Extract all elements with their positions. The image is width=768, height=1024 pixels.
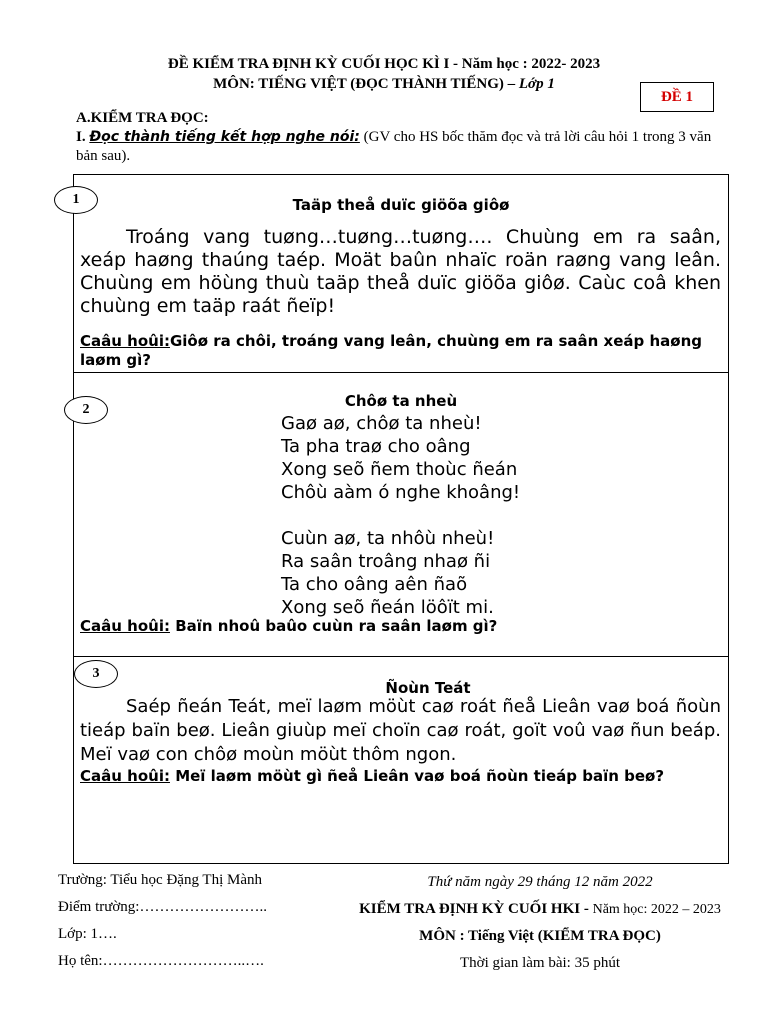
section-title: A.KIỂM TRA ĐỌC: (76, 110, 209, 126)
question-label: Caâu hoûi: (80, 767, 170, 785)
poem-line: Gaø aø, chôø ta nheù! (281, 413, 482, 434)
task-note: (GV cho HS bốc thăm đọc và trả lời câu hỏi 1 trong 3 văn bản sau). (76, 129, 712, 164)
item-number: I. (76, 129, 90, 145)
divider-1 (73, 372, 729, 373)
task-label: Đọc thành tiếng kết hợp nghe nói: (89, 129, 360, 145)
passage-1-text: Troáng vang tuøng…tuøng…tuøng…. Chuùng em ra saân, xeáp haøng thaúng taép. Moät baûn nhaïc roän raøng vang leân. Chuùng em höùng thuù taäp theå duïc giöõa giôø. Caùc coâ khen chuùng em taäp raát ñeïp! (80, 226, 721, 317)
passage-1-question (80, 332, 721, 370)
passage-2-poem (281, 412, 520, 619)
passage-1-title: Taäp theå duïc giöõa giôø (292, 196, 510, 214)
question-text: Giôø ra chôi, troáng vang leân, chuùng em ra saân xeáp haøng laøm gì? (80, 332, 702, 369)
passage-2-title: Chôø ta nheù (344, 392, 458, 410)
poem-line: Ra saân troâng nhaø ñi (281, 551, 491, 572)
poem-line: Cuùn aø, ta nhôù nheù! (281, 528, 495, 549)
exam-title-line1 (0, 56, 768, 73)
passage-number-badge: 1 (54, 186, 98, 214)
poem-line: Ta cho oâng aên ñaõ (281, 574, 468, 595)
exam-date: Thứ năm ngày 29 tháng 12 năm 2022 (427, 874, 653, 890)
grade-label: Lớp 1 (518, 76, 555, 92)
footer-school-year: Năm học: 2022 – 2023 (592, 902, 721, 917)
exam-duration: Thời gian làm bài: 35 phút (460, 955, 620, 971)
poem-line: Chôù aàm ó nghe khoâng! (281, 482, 521, 503)
exam-code-box (640, 82, 714, 112)
student-name-field: Họ tên:………………………..…. (58, 953, 264, 969)
class-field: Lớp: 1…. (58, 926, 117, 942)
poem-line (281, 504, 520, 527)
footer-subject: MÔN : Tiếng Việt (KIỂM TRA ĐỌC) (419, 928, 661, 944)
exam-title: ĐỀ KIỂM TRA ĐỊNH KỲ CUỐI HỌC KÌ I - (167, 56, 462, 72)
question-text: Meï laøm möùt gì ñeå Lieân vaø boá ñoùn tieáp baïn beø? (169, 767, 665, 785)
question-label: Caâu hoûi: (80, 332, 170, 350)
poem-line: Xong seõ ñeán löôït mi. (281, 597, 494, 618)
passage-2-question (80, 617, 721, 636)
poem-line: Ta pha traø cho oâng (281, 436, 471, 457)
instructions (76, 128, 722, 166)
school-name: Trường: Tiểu học Đặng Thị Mành (58, 872, 263, 888)
footer-exam-title (340, 901, 740, 918)
passage-number-badge: 2 (64, 396, 108, 424)
passage-3-text: Saép ñeán Teát, meï laøm möùt caø roát ñeå Lieân vaø boá ñoùn tieáp baïn beø. Lieân giuùp meï choïn caø roát, goït voû vaø ñun beáp. Meï vaø con chôø moùn möùt thôm ngon. (80, 696, 721, 765)
passage-3-title: Ñoùn Teát (385, 679, 471, 697)
poem-line: Xong seõ ñem thoùc ñeán (281, 459, 518, 480)
exam-code: ĐỀ 1 (660, 88, 694, 105)
passage-number-badge: 3 (74, 660, 118, 688)
footer-exam-name: KIỂM TRA ĐỊNH KỲ CUỐI HKI - (359, 901, 593, 917)
school-year: Năm học : 2022- 2023 (461, 56, 601, 72)
subject-title: MÔN: TIẾNG VIỆT (ĐỌC THÀNH TIẾNG) – (213, 76, 519, 92)
question-label: Caâu hoûi: (80, 617, 170, 635)
divider-2 (73, 656, 729, 657)
passage-3-question (80, 767, 721, 786)
question-text: Baïn nhoû baûo cuùn ra saân laøm gì? (169, 617, 498, 635)
school-site: Điểm trường:…………………….. (58, 899, 267, 915)
